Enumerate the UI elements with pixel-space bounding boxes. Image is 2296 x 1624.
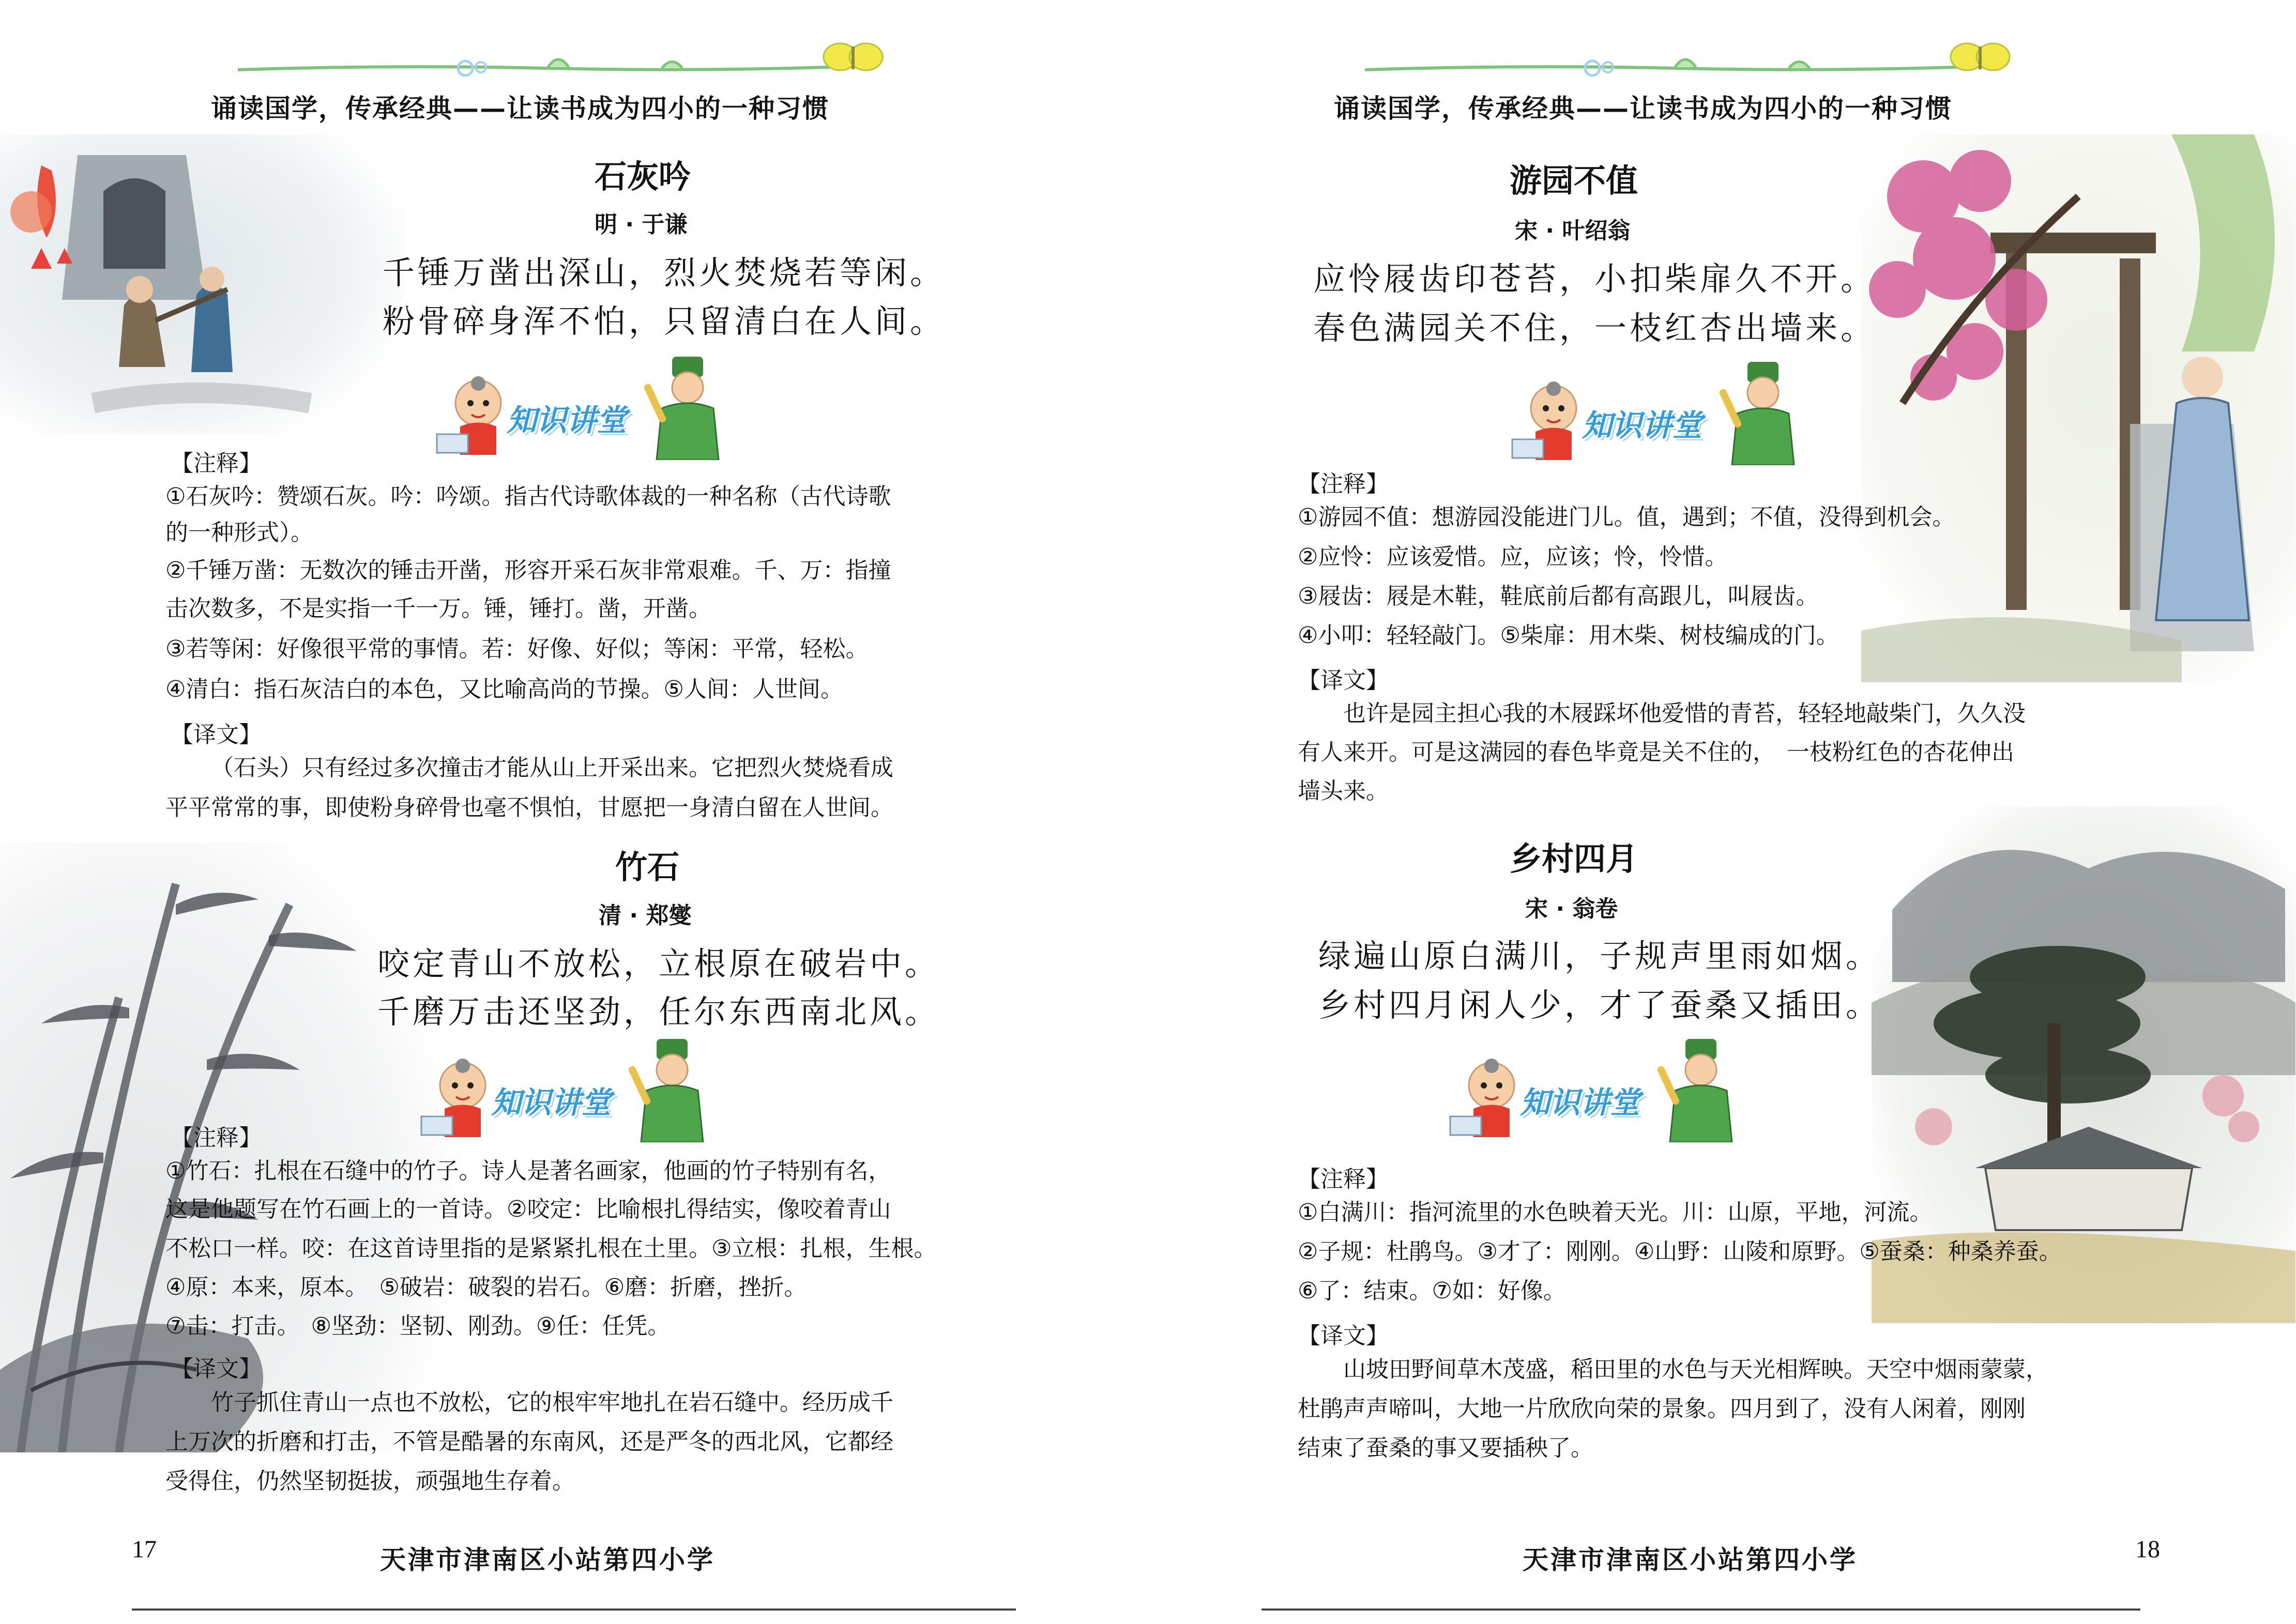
- knowledge-label: 知识讲堂: [1520, 1085, 1640, 1120]
- note-line: ①竹石：扎根在石缝中的竹子。诗人是著名画家，他画的竹子特别有名，: [165, 1158, 891, 1184]
- header-slogan: 诵读国学，传承经典——让读书成为四小的一种习惯: [1334, 94, 1952, 124]
- butterfly-icon: [1949, 36, 2011, 78]
- translation-line: 山坡田野间草木茂盛，稻田里的水色与天光相辉映。天空中烟雨蒙蒙，: [1343, 1356, 2048, 1383]
- poem-author: 宋 · 翁卷: [1525, 896, 1618, 922]
- translation-label: 【译文】: [1298, 1323, 1389, 1349]
- poem-title: 石灰吟: [595, 158, 691, 195]
- footer-school-name: 天津市津南区小站第四小学: [1523, 1545, 1858, 1575]
- flower-vine-icon: [1365, 41, 2047, 78]
- page-number: 17: [132, 1536, 157, 1563]
- poem-title: 竹石: [615, 848, 680, 886]
- poem-line: 春色满园关不住，一枝红杏出墙来。: [1313, 309, 1876, 347]
- kid-reading-icon: [1510, 377, 1587, 465]
- right-page: [1148, 0, 2295, 1624]
- knowledge-banner: [434, 351, 724, 460]
- poem-line: 应怜屐齿印苍苔，小扣柴扉久不开。: [1313, 260, 1876, 298]
- poem-line: 粉骨碎身浑不怕，只留清白在人间。: [383, 302, 946, 340]
- poem-line: 千磨万击还坚劲，任尔东西南北风。: [377, 993, 940, 1031]
- knowledge-label: 知识讲堂: [491, 1085, 612, 1120]
- translation-line: 结束了蚕桑的事又要插秧了。: [1298, 1435, 1593, 1461]
- note-line: 的一种形式）。: [165, 519, 313, 546]
- apricot-gate-illustration: [1861, 134, 2295, 682]
- butterfly-icon: [822, 36, 884, 78]
- knowledge-banner: [1510, 357, 1799, 465]
- header-slogan: 诵读国学，传承经典——让读书成为四小的一种习惯: [211, 94, 829, 124]
- note-line: ②子规：杜鹃鸟。③才了：刚刚。④山野：山陵和原野。⑤蚕桑：种桑养蚕。: [1298, 1238, 2062, 1265]
- translation-line: 墙头来。: [1298, 778, 1389, 804]
- flower-vine-icon: [238, 41, 920, 78]
- scholar-icon: [626, 1034, 708, 1142]
- translation-line: 上万次的折磨和打击，不管是酷暑的东南风，还是严冬的西北风，它都经: [165, 1429, 893, 1455]
- notes-label: 【注释】: [1298, 471, 1389, 497]
- poem-author: 明 · 于谦: [595, 211, 688, 238]
- note-line: ①游园不值：想游园没能进门儿。值，遇到；不值，没得到机会。: [1298, 504, 1955, 530]
- translation-line: （石头）只有经过多次撞击才能从山上开采出来。它把烈火焚烧看成: [211, 755, 893, 781]
- footer-divider: [1261, 1608, 2140, 1611]
- translation-label: 【译文】: [171, 722, 262, 748]
- footer-school-name: 天津市津南区小站第四小学: [380, 1545, 715, 1575]
- scholar-icon: [1716, 357, 1799, 465]
- note-line: ⑥了：结束。⑦如：好像。: [1298, 1278, 1566, 1304]
- poem-line: 绿遍山原白满川，子规声里雨如烟。: [1318, 937, 1881, 975]
- knowledge-label: 知识讲堂: [507, 403, 627, 438]
- translation-line: 有人来开。可是这满园的春色毕竟是关不住的， 一枝粉红色的杏花伸出: [1298, 739, 2014, 765]
- poem-line: 咬定青山不放松，立根原在破岩中。: [377, 945, 940, 983]
- page-number: 18: [2135, 1536, 2160, 1563]
- translation-line: 竹子抓住青山一点也不放松，它的根牢牢地扎在岩石缝中。经历成千: [211, 1389, 893, 1416]
- footer-divider: [132, 1608, 1016, 1611]
- note-line: ③屐齿：屐是木鞋，鞋底前后都有高跟儿，叫屐齿。: [1298, 583, 1819, 609]
- translation-line: 受得住，仍然坚韧挺拔，顽强地生存着。: [165, 1468, 575, 1494]
- translation-line: 平平常常的事，即使粉身碎骨也毫不惧怕，甘愿把一身清白留在人世间。: [165, 794, 893, 821]
- note-line: 不松口一样。咬：在这首诗里指的是紧紧扎根在土里。③立根：扎根，生根。: [165, 1235, 937, 1262]
- translation-line: 也许是园主担心我的木屐踩坏他爱惜的青苔，轻轻地敲柴门，久久没: [1343, 700, 2026, 727]
- poem-title: 游园不值: [1510, 162, 1638, 200]
- note-line: ⑦击：打击。 ⑧坚劲：坚韧、刚劲。⑨任：任凭。: [165, 1313, 671, 1339]
- scholar-icon: [1654, 1034, 1737, 1142]
- scholar-icon: [641, 351, 724, 460]
- note-line: 这是他题写在竹石画上的一首诗。②咬定：比喻根扎得结实，像咬着青山: [165, 1196, 891, 1222]
- stone-quarry-illustration: [0, 134, 403, 434]
- poem-author: 宋 · 叶绍翁: [1515, 218, 1631, 244]
- note-line: 击次数多，不是实指一千一万。锤，锤打。凿，开凿。: [165, 595, 711, 622]
- notes-label: 【注释】: [171, 450, 262, 477]
- poem-title: 乡村四月: [1510, 840, 1638, 878]
- poem-author: 清 · 郑燮: [599, 902, 692, 929]
- notes-label: 【注释】: [171, 1125, 262, 1151]
- note-line: ④小叩：轻轻敲门。⑤柴扉：用木柴、树枝编成的门。: [1298, 622, 1839, 649]
- note-line: ②千锤万凿：无数次的锤击开凿，形容开采石灰非常艰难。千、万：指撞: [165, 557, 891, 584]
- note-line: ②应怜：应该爱惜。应，应该；怜，怜惜。: [1298, 544, 1728, 570]
- kid-reading-icon: [434, 372, 512, 460]
- knowledge-label: 知识讲堂: [1582, 408, 1702, 443]
- note-line: ①白满川：指河流里的水色映着天光。川：山原，平地，河流。: [1298, 1199, 1933, 1225]
- note-line: ③若等闲：好像很平常的事情。若：好像、好似；等闲：平常，轻松。: [165, 636, 869, 662]
- poem-line: 千锤万凿出深山，烈火焚烧若等闲。: [383, 254, 946, 292]
- note-line: ①石灰吟：赞颂石灰。吟：吟颂。指古代诗歌体裁的一种名称（古代诗歌: [165, 483, 891, 510]
- translation-label: 【译文】: [171, 1356, 262, 1382]
- kid-reading-icon: [419, 1054, 496, 1142]
- notes-label: 【注释】: [1298, 1166, 1389, 1192]
- kid-reading-icon: [1448, 1054, 1525, 1142]
- note-line: ④清白：指石灰洁白的本色，又比喻高尚的节操。⑤人间：人世间。: [165, 676, 843, 702]
- note-line: ④原：本来，原本。 ⑤破岩：破裂的岩石。⑥磨：折磨，挫折。: [165, 1274, 807, 1300]
- knowledge-banner: [1448, 1034, 1737, 1142]
- knowledge-banner: [419, 1034, 708, 1142]
- poem-line: 乡村四月闲人少，才了蚕桑又插田。: [1318, 986, 1881, 1024]
- translation-line: 杜鹃声声啼叫，大地一片欣欣向荣的景象。四月到了，没有人闲着，刚刚: [1298, 1396, 2026, 1422]
- translation-label: 【译文】: [1298, 667, 1389, 694]
